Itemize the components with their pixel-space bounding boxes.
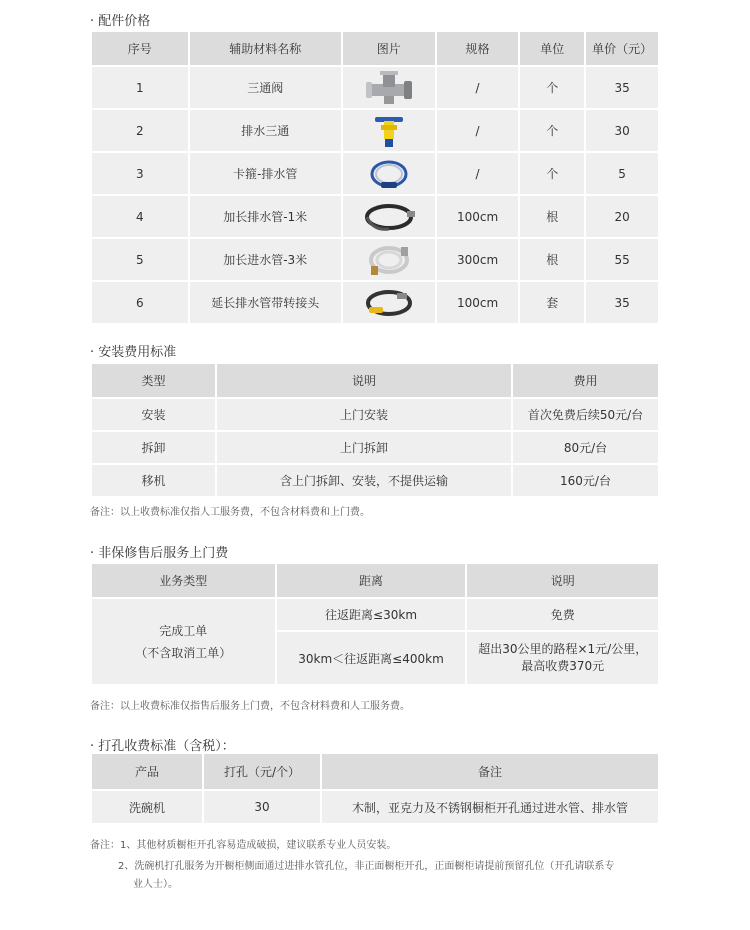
header-product: 产品 (92, 754, 202, 789)
cell-name: 加长进水管-3米 (190, 239, 341, 280)
cell-spec: / (437, 153, 519, 194)
cell-type: 拆卸 (92, 432, 215, 463)
table-header-row (92, 754, 658, 789)
header-drilling-price: 打孔（元/个） (204, 754, 320, 789)
table-row (92, 67, 658, 108)
cell-name: 卡箍-排水管 (190, 153, 341, 194)
cell-price: 55 (586, 239, 658, 280)
cell-business-type (92, 599, 275, 684)
table-header-row (92, 32, 658, 65)
cell-type: 安装 (92, 399, 215, 430)
header-description: 说明 (217, 364, 511, 397)
cell-type: 移机 (92, 465, 215, 496)
drilling-note-2b: 业人士）。 (133, 879, 178, 890)
section-title-parts-price: · 配件价格 (90, 14, 151, 29)
business-type-line2: （不含取消工单） (135, 645, 232, 660)
cell-drilling-price: 30 (204, 791, 320, 823)
install-fee-table (90, 362, 660, 498)
cell-no: 1 (92, 67, 188, 108)
cell-no: 3 (92, 153, 188, 194)
cell-no: 5 (92, 239, 188, 280)
cell-no: 2 (92, 110, 188, 151)
service-fee-table (90, 562, 660, 686)
install-fee-note: 备注：以上收费标准仅指人工服务费，不包含材料费和上门费。 (90, 507, 370, 518)
cell-fee: 80元/台 (513, 432, 658, 463)
table-row (92, 282, 658, 323)
cell-unit: 个 (520, 153, 584, 194)
header-material-name: 辅助材料名称 (190, 32, 341, 65)
header-unit: 单位 (520, 32, 584, 65)
header-spec: 规格 (437, 32, 519, 65)
table-row (92, 791, 658, 823)
cell-description: 含上门拆卸、安装，不提供运输 (217, 465, 511, 496)
cell-picture (343, 110, 435, 151)
section-title-service-fee: · 非保修售后服务上门费 (90, 546, 229, 561)
service-fee-note: 备注：以上收费标准仅指售后服务上门费，不包含材料费和人工服务费。 (90, 701, 410, 712)
cell-name: 延长排水管带转接头 (190, 282, 341, 323)
extension-hose-icon (361, 285, 417, 321)
cell-picture (343, 67, 435, 108)
description-line1: 超出30公里的路程×1元/公里， (478, 642, 648, 656)
header-type: 类型 (92, 364, 215, 397)
table-row (92, 110, 658, 151)
business-type-line1: 完成工单 (159, 623, 208, 638)
cell-no: 6 (92, 282, 188, 323)
cell-fee: 首次免费后续50元/台 (513, 399, 658, 430)
section-title-drilling-fee: · 打孔收费标准（含税）： (90, 739, 235, 754)
parts-price-table (90, 30, 660, 325)
cell-price: 35 (586, 282, 658, 323)
cell-price: 35 (586, 67, 658, 108)
drilling-note-1: 备注：1、其他材质橱柜开孔容易造成破损，建议联系专业人员安装。 (90, 840, 397, 851)
cell-price: 5 (586, 153, 658, 194)
cell-unit: 个 (520, 67, 584, 108)
cell-distance: 30km＜往返距离≤400km (277, 632, 466, 684)
cell-remark: 木制，亚克力及不锈钢橱柜开孔通过进水管、排水管 (322, 791, 658, 823)
section-title-install-fee: · 安装费用标准 (90, 345, 177, 360)
cell-price: 20 (586, 196, 658, 237)
drain-hose-icon (361, 199, 417, 235)
table-row (92, 465, 658, 496)
three-way-valve-icon (364, 70, 414, 106)
cell-description: 上门拆卸 (217, 432, 511, 463)
header-unit-price: 单价（元） (586, 32, 658, 65)
cell-name: 排水三通 (190, 110, 341, 151)
cell-spec: / (437, 67, 519, 108)
cell-description: 上门安装 (217, 399, 511, 430)
cell-name: 三通阀 (190, 67, 341, 108)
cell-spec: 100cm (437, 196, 519, 237)
table-row (92, 399, 658, 430)
cell-picture (343, 239, 435, 280)
drilling-fee-table (90, 752, 660, 825)
header-remark: 备注 (322, 754, 658, 789)
cell-picture (343, 196, 435, 237)
cell-unit: 根 (520, 196, 584, 237)
table-header-row (92, 564, 658, 597)
inlet-hose-icon (363, 242, 415, 278)
cell-unit: 个 (520, 110, 584, 151)
header-business-type: 业务类型 (92, 564, 275, 597)
cell-picture (343, 153, 435, 194)
header-distance: 距离 (277, 564, 466, 597)
cell-fee: 160元/台 (513, 465, 658, 496)
table-row (92, 239, 658, 280)
header-picture: 图片 (343, 32, 435, 65)
cell-picture (343, 282, 435, 323)
table-row (92, 196, 658, 237)
cell-no: 4 (92, 196, 188, 237)
cell-name: 加长排水管-1米 (190, 196, 341, 237)
header-description: 说明 (467, 564, 658, 597)
header-fee: 费用 (513, 364, 658, 397)
pipe-clamp-icon (367, 156, 411, 192)
cell-distance: 往返距离≤30km (277, 599, 466, 630)
description-line2: 最高收费370元 (521, 659, 605, 673)
cell-product: 洗碗机 (92, 791, 202, 823)
cell-description: 免费 (467, 599, 658, 630)
cell-price: 30 (586, 110, 658, 151)
cell-unit: 套 (520, 282, 584, 323)
cell-description (467, 632, 658, 684)
table-row (92, 599, 658, 630)
table-row (92, 432, 658, 463)
drilling-note-2a: 2、洗碗机打孔服务为开橱柜侧面通过进排水管孔位，非正面橱柜开孔，正面橱柜请提前预留孔位（开孔请联系专 (118, 861, 615, 872)
drain-tee-icon (369, 113, 409, 149)
cell-spec: 300cm (437, 239, 519, 280)
cell-unit: 根 (520, 239, 584, 280)
cell-spec: 100cm (437, 282, 519, 323)
header-no: 序号 (92, 32, 188, 65)
table-row (92, 153, 658, 194)
table-header-row (92, 364, 658, 397)
cell-spec: / (437, 110, 519, 151)
